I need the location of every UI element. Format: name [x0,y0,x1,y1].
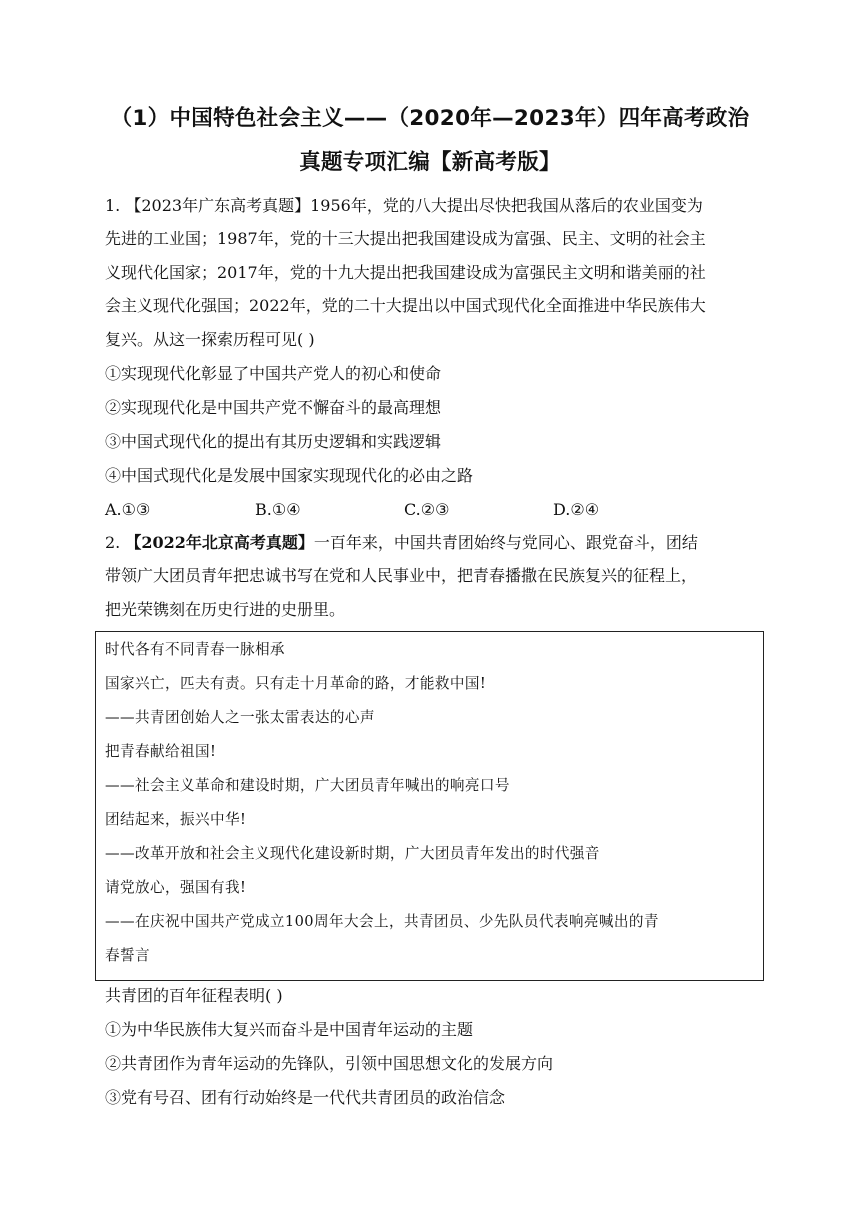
q1-option-a: A.①③ [105,500,151,519]
q1-statement-4: ④中国式现代化是发展中国家实现现代化的必由之路 [105,466,474,485]
q2-stem-3: 把光荣镌刻在历史行进的史册里。 [105,600,346,619]
q2-question: 共青团的百年征程表明( ) [105,986,283,1005]
document-title-line-1: （1）中国特色社会主义——（2020年—2023年）四年高考政治 [110,106,750,131]
q1-option-c: C.②③ [404,500,450,519]
q1-stem-3: 义现代化国家；2017年，党的十九大提出把我国建设成为富强民主文明和谐美丽的社 [105,263,706,282]
q1-number: 1. [105,196,126,215]
material-line-4: 把青春献给祖国! [105,743,217,760]
material-line-1: 时代各有不同青春一脉相承 [105,641,285,658]
q1-option-d: D.②④ [553,500,600,519]
q2-line-1 [105,533,698,553]
q2-source: 【2022年北京高考真题】 [125,533,314,552]
q1-line-1 [105,196,703,216]
q2-stem-2: 带领广大团员青年把忠诚书写在党和人民事业中，把青春播撒在民族复兴的征程上， [105,566,698,585]
q1-stem-5: 复兴。从这一探索历程可见( ) [105,330,315,349]
document-title-line-2: 真题专项汇编【新高考版】 [299,150,561,175]
material-line-7: ——改革开放和社会主义现代化建设新时期，广大团员青年发出的时代强音 [105,845,600,862]
material-line-3: ——共青团创始人之一张太雷表达的心声 [105,709,375,726]
q1-statement-2: ②实现现代化是中国共产党不懈奋斗的最高理想 [105,398,442,417]
q1-source: 【2023年广东高考真题】 [125,196,311,215]
material-line-10: 春誓言 [105,947,150,964]
q2-statement-2: ②共青团作为青年运动的先锋队，引领中国思想文化的发展方向 [105,1054,554,1073]
q1-option-b: B.①④ [255,500,301,519]
q1-stem-4: 会主义现代化强国；2022年，党的二十大提出以中国式现代化全面推进中华民族伟大 [105,296,706,315]
q1-stem-2: 先进的工业国；1987年，党的十三大提出把我国建设成为富强、民主、文明的社会主 [105,229,706,248]
material-line-8: 请党放心，强国有我! [105,879,247,896]
material-line-5: ——社会主义革命和建设时期，广大团员青年喊出的响亮口号 [105,777,510,794]
q2-number: 2. [105,533,126,552]
q1-statement-1: ①实现现代化彰显了中国共产党人的初心和使命 [105,364,442,383]
material-line-6: 团结起来，振兴中华! [105,811,247,828]
q1-statement-3: ③中国式现代化的提出有其历史逻辑和实践逻辑 [105,432,442,451]
q1-stem-1: 1956年，党的八大提出尽快把我国从落后的农业国变为 [310,196,703,215]
material-line-9: ——在庆祝中国共产党成立100周年大会上，共青团员、少先队员代表响亮喊出的青 [105,913,659,930]
q2-statement-3: ③党有号召、团有行动始终是一代代共青团员的政治信念 [105,1088,506,1107]
q2-stem-1: 一百年来，中国共青团始终与党同心、跟党奋斗，团结 [313,533,698,552]
material-line-2: 国家兴亡，匹夫有责。只有走十月革命的路，才能救中国! [105,675,487,692]
q2-statement-1: ①为中华民族伟大复兴而奋斗是中国青年运动的主题 [105,1020,474,1039]
